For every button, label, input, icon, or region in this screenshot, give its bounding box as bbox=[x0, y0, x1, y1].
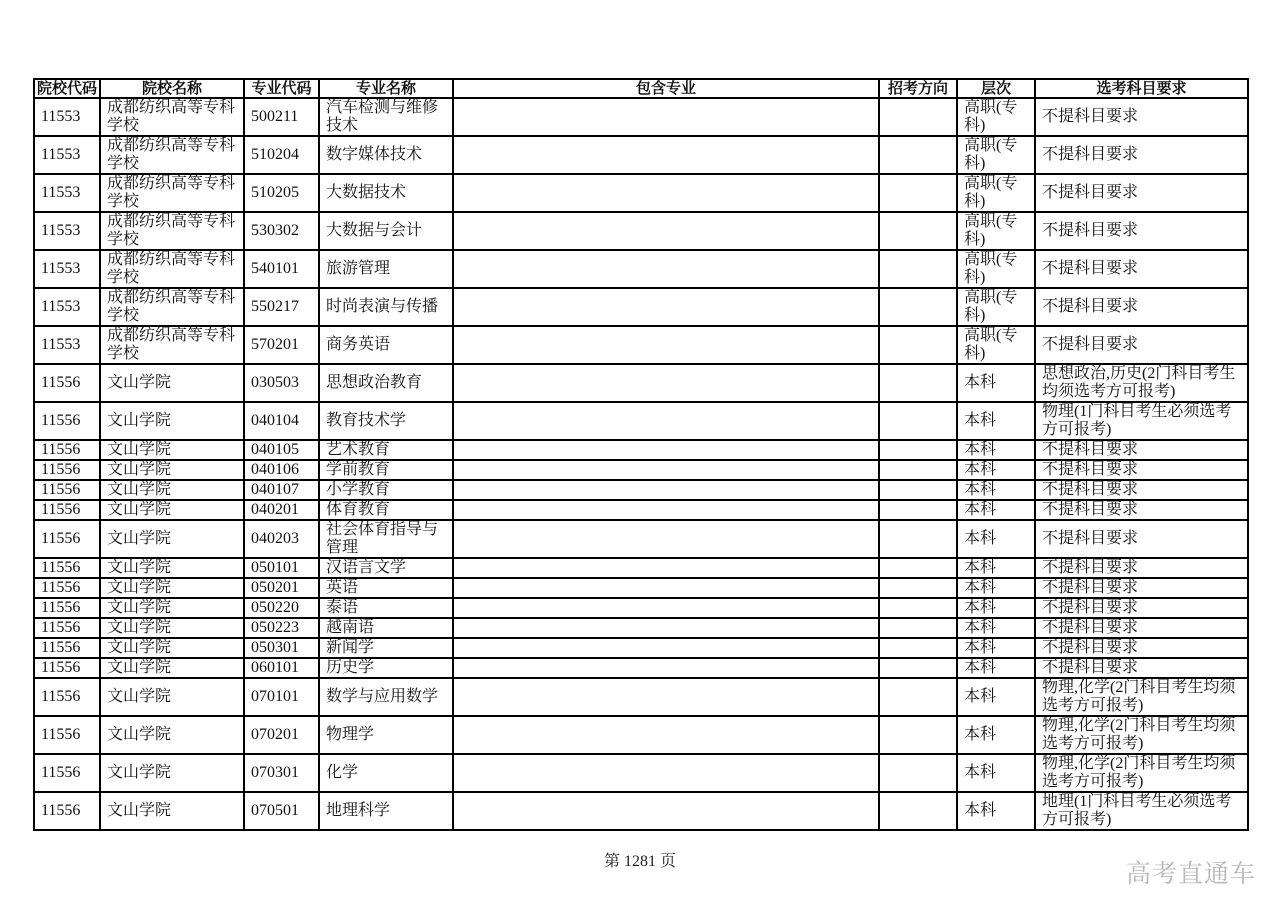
cell-major-code: 040106 bbox=[244, 460, 319, 480]
cell-college-name: 文山学院 bbox=[100, 402, 244, 440]
col-header-requirement: 选考科目要求 bbox=[1035, 79, 1248, 98]
cell-direction bbox=[879, 792, 957, 830]
cell-requirement: 不提科目要求 bbox=[1035, 658, 1248, 678]
cell-major-code: 510205 bbox=[244, 174, 319, 212]
cell-included-majors bbox=[453, 598, 879, 618]
table-row bbox=[34, 250, 1248, 288]
cell-major-name: 小学教育 bbox=[319, 480, 453, 500]
cell-included-majors bbox=[453, 578, 879, 598]
cell-college-name: 成都纺织高等专科学校 bbox=[100, 98, 244, 136]
cell-level: 高职(专科) bbox=[957, 136, 1035, 174]
table-row bbox=[34, 598, 1248, 618]
cell-major-code: 040203 bbox=[244, 520, 319, 558]
cell-major-code: 030503 bbox=[244, 364, 319, 402]
cell-included-majors bbox=[453, 558, 879, 578]
cell-major-name: 越南语 bbox=[319, 618, 453, 638]
cell-college-code: 11553 bbox=[34, 326, 100, 364]
cell-major-code: 050220 bbox=[244, 598, 319, 618]
cell-level: 本科 bbox=[957, 716, 1035, 754]
cell-college-code: 11553 bbox=[34, 288, 100, 326]
cell-college-code: 11553 bbox=[34, 136, 100, 174]
cell-college-code: 11556 bbox=[34, 402, 100, 440]
cell-included-majors bbox=[453, 174, 879, 212]
cell-college-name: 文山学院 bbox=[100, 618, 244, 638]
cell-direction bbox=[879, 364, 957, 402]
cell-direction bbox=[879, 754, 957, 792]
cell-major-code: 050301 bbox=[244, 638, 319, 658]
cell-requirement: 思想政治,历史(2门科目考生均须选考方可报考) bbox=[1035, 364, 1248, 402]
cell-direction bbox=[879, 174, 957, 212]
cell-major-code: 550217 bbox=[244, 288, 319, 326]
cell-college-name: 文山学院 bbox=[100, 678, 244, 716]
table-row bbox=[34, 440, 1248, 460]
cell-major-name: 汽车检测与维修技术 bbox=[319, 98, 453, 136]
cell-college-code: 11556 bbox=[34, 440, 100, 460]
table-row bbox=[34, 658, 1248, 678]
cell-major-name: 时尚表演与传播 bbox=[319, 288, 453, 326]
cell-requirement: 不提科目要求 bbox=[1035, 136, 1248, 174]
cell-college-name: 成都纺织高等专科学校 bbox=[100, 174, 244, 212]
cell-major-code: 040201 bbox=[244, 500, 319, 520]
col-header-college-name: 院校名称 bbox=[100, 79, 244, 98]
cell-major-name: 大数据技术 bbox=[319, 174, 453, 212]
table-row bbox=[34, 792, 1248, 830]
cell-college-code: 11553 bbox=[34, 212, 100, 250]
cell-college-name: 文山学院 bbox=[100, 520, 244, 558]
cell-level: 本科 bbox=[957, 658, 1035, 678]
cell-included-majors bbox=[453, 460, 879, 480]
cell-college-name: 文山学院 bbox=[100, 578, 244, 598]
table-row bbox=[34, 618, 1248, 638]
cell-major-code: 540101 bbox=[244, 250, 319, 288]
cell-level: 高职(专科) bbox=[957, 98, 1035, 136]
header-row bbox=[34, 79, 1248, 98]
cell-college-name: 成都纺织高等专科学校 bbox=[100, 136, 244, 174]
cell-college-name: 文山学院 bbox=[100, 460, 244, 480]
cell-level: 本科 bbox=[957, 440, 1035, 460]
cell-included-majors bbox=[453, 618, 879, 638]
cell-level: 本科 bbox=[957, 578, 1035, 598]
cell-major-code: 050101 bbox=[244, 558, 319, 578]
cell-included-majors bbox=[453, 520, 879, 558]
cell-level: 本科 bbox=[957, 402, 1035, 440]
cell-included-majors bbox=[453, 638, 879, 658]
cell-major-code: 570201 bbox=[244, 326, 319, 364]
cell-college-name: 文山学院 bbox=[100, 638, 244, 658]
cell-direction bbox=[879, 638, 957, 658]
cell-college-code: 11556 bbox=[34, 578, 100, 598]
cell-major-code: 510204 bbox=[244, 136, 319, 174]
cell-direction bbox=[879, 500, 957, 520]
cell-major-code: 040105 bbox=[244, 440, 319, 460]
cell-college-name: 成都纺织高等专科学校 bbox=[100, 250, 244, 288]
cell-requirement: 不提科目要求 bbox=[1035, 618, 1248, 638]
cell-requirement: 不提科目要求 bbox=[1035, 558, 1248, 578]
cell-level: 本科 bbox=[957, 638, 1035, 658]
cell-requirement: 地理(1门科目考生必须选考方可报考) bbox=[1035, 792, 1248, 830]
cell-direction bbox=[879, 480, 957, 500]
cell-major-name: 旅游管理 bbox=[319, 250, 453, 288]
cell-direction bbox=[879, 136, 957, 174]
cell-requirement: 不提科目要求 bbox=[1035, 598, 1248, 618]
cell-level: 本科 bbox=[957, 792, 1035, 830]
cell-level: 本科 bbox=[957, 558, 1035, 578]
cell-major-name: 英语 bbox=[319, 578, 453, 598]
cell-requirement: 不提科目要求 bbox=[1035, 520, 1248, 558]
cell-included-majors bbox=[453, 716, 879, 754]
table-row bbox=[34, 364, 1248, 402]
cell-college-code: 11556 bbox=[34, 480, 100, 500]
cell-included-majors bbox=[453, 326, 879, 364]
cell-college-code: 11556 bbox=[34, 638, 100, 658]
cell-major-name: 大数据与会计 bbox=[319, 212, 453, 250]
cell-direction bbox=[879, 326, 957, 364]
cell-included-majors bbox=[453, 440, 879, 460]
cell-major-name: 思想政治教育 bbox=[319, 364, 453, 402]
cell-college-name: 文山学院 bbox=[100, 716, 244, 754]
cell-level: 本科 bbox=[957, 480, 1035, 500]
cell-level: 本科 bbox=[957, 500, 1035, 520]
cell-major-name: 新闻学 bbox=[319, 638, 453, 658]
table-body bbox=[34, 98, 1248, 830]
cell-college-code: 11553 bbox=[34, 98, 100, 136]
table-row bbox=[34, 558, 1248, 578]
cell-level: 高职(专科) bbox=[957, 288, 1035, 326]
cell-level: 本科 bbox=[957, 618, 1035, 638]
col-header-direction: 招考方向 bbox=[879, 79, 957, 98]
cell-included-majors bbox=[453, 212, 879, 250]
table-row bbox=[34, 500, 1248, 520]
cell-college-code: 11556 bbox=[34, 792, 100, 830]
table-row bbox=[34, 326, 1248, 364]
cell-level: 高职(专科) bbox=[957, 174, 1035, 212]
cell-requirement: 不提科目要求 bbox=[1035, 288, 1248, 326]
table-row bbox=[34, 212, 1248, 250]
cell-requirement: 物理(1门科目考生必须选考方可报考) bbox=[1035, 402, 1248, 440]
cell-college-name: 成都纺织高等专科学校 bbox=[100, 326, 244, 364]
cell-major-code: 040107 bbox=[244, 480, 319, 500]
cell-direction bbox=[879, 716, 957, 754]
cell-requirement: 不提科目要求 bbox=[1035, 174, 1248, 212]
cell-requirement: 不提科目要求 bbox=[1035, 500, 1248, 520]
cell-college-name: 文山学院 bbox=[100, 792, 244, 830]
cell-direction bbox=[879, 98, 957, 136]
cell-requirement: 不提科目要求 bbox=[1035, 250, 1248, 288]
col-header-major-name: 专业名称 bbox=[319, 79, 453, 98]
cell-direction bbox=[879, 440, 957, 460]
cell-direction bbox=[879, 288, 957, 326]
cell-college-code: 11556 bbox=[34, 678, 100, 716]
cell-direction bbox=[879, 520, 957, 558]
cell-requirement: 不提科目要求 bbox=[1035, 326, 1248, 364]
table-row bbox=[34, 288, 1248, 326]
cell-major-code: 530302 bbox=[244, 212, 319, 250]
cell-college-code: 11556 bbox=[34, 500, 100, 520]
cell-college-name: 文山学院 bbox=[100, 440, 244, 460]
cell-major-code: 070201 bbox=[244, 716, 319, 754]
cell-requirement: 不提科目要求 bbox=[1035, 98, 1248, 136]
cell-level: 高职(专科) bbox=[957, 250, 1035, 288]
cell-level: 本科 bbox=[957, 598, 1035, 618]
table-row bbox=[34, 98, 1248, 136]
cell-requirement: 不提科目要求 bbox=[1035, 480, 1248, 500]
cell-requirement: 物理,化学(2门科目考生均须选考方可报考) bbox=[1035, 754, 1248, 792]
cell-included-majors bbox=[453, 480, 879, 500]
cell-major-name: 数字媒体技术 bbox=[319, 136, 453, 174]
cell-college-code: 11556 bbox=[34, 598, 100, 618]
cell-college-code: 11553 bbox=[34, 250, 100, 288]
cell-direction bbox=[879, 558, 957, 578]
cell-college-name: 文山学院 bbox=[100, 500, 244, 520]
cell-college-name: 文山学院 bbox=[100, 754, 244, 792]
cell-requirement: 物理,化学(2门科目考生均须选考方可报考) bbox=[1035, 716, 1248, 754]
cell-included-majors bbox=[453, 658, 879, 678]
cell-major-name: 商务英语 bbox=[319, 326, 453, 364]
cell-included-majors bbox=[453, 364, 879, 402]
cell-major-code: 050223 bbox=[244, 618, 319, 638]
cell-included-majors bbox=[453, 678, 879, 716]
cell-major-name: 历史学 bbox=[319, 658, 453, 678]
cell-requirement: 不提科目要求 bbox=[1035, 578, 1248, 598]
cell-major-code: 500211 bbox=[244, 98, 319, 136]
cell-major-code: 070501 bbox=[244, 792, 319, 830]
cell-major-name: 体育教育 bbox=[319, 500, 453, 520]
cell-major-name: 汉语言文学 bbox=[319, 558, 453, 578]
cell-included-majors bbox=[453, 402, 879, 440]
cell-direction bbox=[879, 658, 957, 678]
cell-college-code: 11556 bbox=[34, 716, 100, 754]
cell-college-name: 文山学院 bbox=[100, 364, 244, 402]
table-row bbox=[34, 578, 1248, 598]
cell-level: 本科 bbox=[957, 460, 1035, 480]
watermark-text: 高考直通车 bbox=[1125, 860, 1256, 888]
table-row bbox=[34, 638, 1248, 658]
cell-college-code: 11556 bbox=[34, 558, 100, 578]
cell-major-code: 070101 bbox=[244, 678, 319, 716]
cell-included-majors bbox=[453, 250, 879, 288]
cell-college-code: 11556 bbox=[34, 520, 100, 558]
cell-college-code: 11556 bbox=[34, 618, 100, 638]
table-row bbox=[34, 174, 1248, 212]
cell-college-name: 成都纺织高等专科学校 bbox=[100, 212, 244, 250]
cell-included-majors bbox=[453, 136, 879, 174]
cell-college-name: 文山学院 bbox=[100, 598, 244, 618]
cell-major-name: 地理科学 bbox=[319, 792, 453, 830]
cell-college-code: 11553 bbox=[34, 174, 100, 212]
cell-requirement: 物理,化学(2门科目考生均须选考方可报考) bbox=[1035, 678, 1248, 716]
admissions-table bbox=[33, 78, 1249, 831]
cell-college-name: 文山学院 bbox=[100, 480, 244, 500]
cell-requirement: 不提科目要求 bbox=[1035, 440, 1248, 460]
cell-direction bbox=[879, 250, 957, 288]
table-row bbox=[34, 520, 1248, 558]
cell-direction bbox=[879, 402, 957, 440]
cell-requirement: 不提科目要求 bbox=[1035, 212, 1248, 250]
cell-level: 高职(专科) bbox=[957, 326, 1035, 364]
cell-major-name: 艺术教育 bbox=[319, 440, 453, 460]
cell-level: 高职(专科) bbox=[957, 212, 1035, 250]
cell-direction bbox=[879, 460, 957, 480]
cell-major-code: 060101 bbox=[244, 658, 319, 678]
cell-direction bbox=[879, 578, 957, 598]
cell-requirement: 不提科目要求 bbox=[1035, 460, 1248, 480]
cell-college-code: 11556 bbox=[34, 754, 100, 792]
cell-major-code: 070301 bbox=[244, 754, 319, 792]
col-header-included-majors: 包含专业 bbox=[453, 79, 879, 98]
cell-direction bbox=[879, 618, 957, 638]
table-row bbox=[34, 480, 1248, 500]
col-header-college-code: 院校代码 bbox=[34, 79, 100, 98]
cell-major-name: 物理学 bbox=[319, 716, 453, 754]
cell-college-name: 文山学院 bbox=[100, 658, 244, 678]
col-header-major-code: 专业代码 bbox=[244, 79, 319, 98]
cell-level: 本科 bbox=[957, 678, 1035, 716]
cell-included-majors bbox=[453, 754, 879, 792]
cell-college-code: 11556 bbox=[34, 460, 100, 480]
cell-major-name: 学前教育 bbox=[319, 460, 453, 480]
table-row bbox=[34, 460, 1248, 480]
cell-major-code: 050201 bbox=[244, 578, 319, 598]
cell-major-name: 数学与应用数学 bbox=[319, 678, 453, 716]
col-header-level: 层次 bbox=[957, 79, 1035, 98]
cell-direction bbox=[879, 598, 957, 618]
table-row bbox=[34, 678, 1248, 716]
cell-major-name: 社会体育指导与管理 bbox=[319, 520, 453, 558]
cell-level: 本科 bbox=[957, 754, 1035, 792]
cell-requirement: 不提科目要求 bbox=[1035, 638, 1248, 658]
cell-direction bbox=[879, 212, 957, 250]
cell-college-code: 11556 bbox=[34, 364, 100, 402]
cell-direction bbox=[879, 678, 957, 716]
cell-level: 本科 bbox=[957, 364, 1035, 402]
cell-major-name: 泰语 bbox=[319, 598, 453, 618]
table-row bbox=[34, 716, 1248, 754]
cell-major-name: 教育技术学 bbox=[319, 402, 453, 440]
cell-included-majors bbox=[453, 98, 879, 136]
cell-major-name: 化学 bbox=[319, 754, 453, 792]
table-row bbox=[34, 754, 1248, 792]
cell-major-code: 040104 bbox=[244, 402, 319, 440]
cell-included-majors bbox=[453, 288, 879, 326]
cell-level: 本科 bbox=[957, 520, 1035, 558]
cell-college-name: 文山学院 bbox=[100, 558, 244, 578]
cell-included-majors bbox=[453, 792, 879, 830]
table-row bbox=[34, 402, 1248, 440]
page-number: 第 1281 页 bbox=[603, 853, 676, 870]
cell-included-majors bbox=[453, 500, 879, 520]
cell-college-name: 成都纺织高等专科学校 bbox=[100, 288, 244, 326]
table-row bbox=[34, 136, 1248, 174]
cell-college-code: 11556 bbox=[34, 658, 100, 678]
